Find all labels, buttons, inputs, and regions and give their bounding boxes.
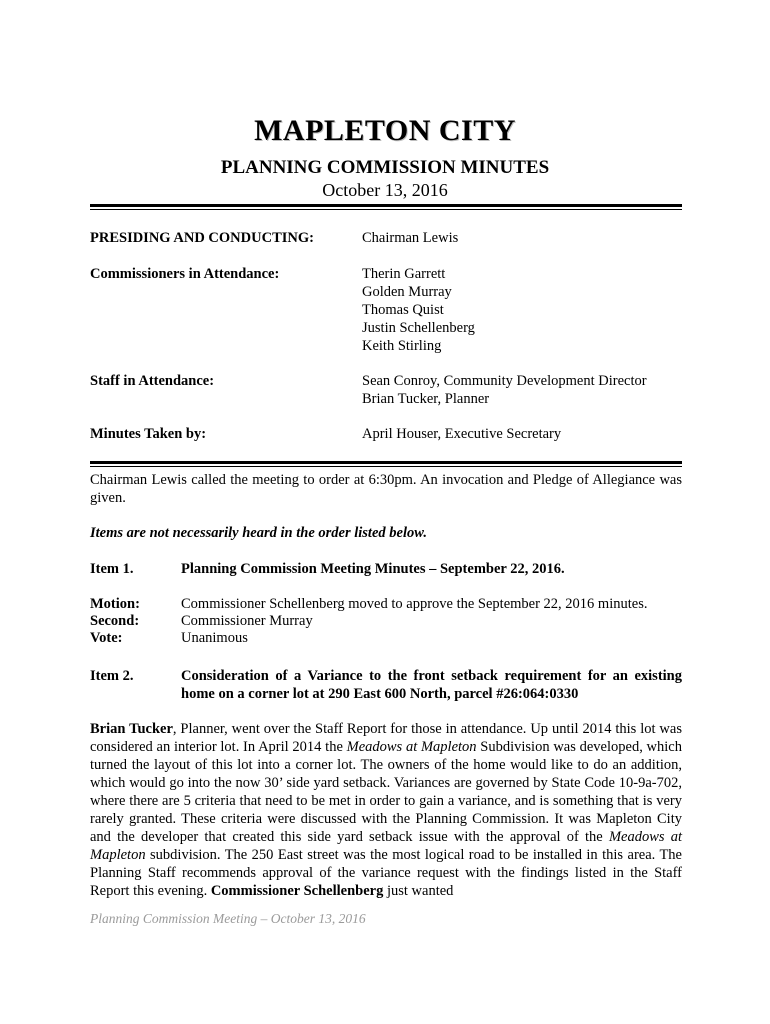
- staff-member: Sean Conroy, Community Development Director: [362, 373, 647, 389]
- motion-value: Commissioner Schellenberg moved to approve the September 22, 2016 minutes.: [181, 596, 648, 612]
- header-divider: [90, 204, 682, 210]
- commissioner-name: Justin Schellenberg: [362, 320, 475, 336]
- item-title: Planning Commission Meeting Minutes – September 22, 2016.: [181, 561, 565, 577]
- city-title: MAPLETON CITY: [254, 114, 516, 147]
- item-number: Item 1.: [90, 561, 134, 577]
- commissioner-name: Keith Stirling: [362, 338, 442, 354]
- presiding-value: Chairman Lewis: [362, 230, 459, 246]
- vote-value: Unanimous: [181, 630, 248, 646]
- staff-report-paragraph: [90, 720, 682, 900]
- commissioner-name: Therin Garrett: [362, 266, 446, 282]
- vote-label: Vote:: [90, 630, 123, 646]
- staff-label: Staff in Attendance:: [90, 373, 215, 389]
- commissioners-list: [362, 265, 475, 355]
- motion-label: Motion:: [90, 596, 140, 612]
- commissioner-name: Thomas Quist: [362, 302, 444, 318]
- paragraph-text: , Planner, went over the Staff Report for those in attendance. Up until 2014 this lot was considered an interior lot. In April 2014 the: [90, 721, 682, 755]
- speaker-name: Brian Tucker: [90, 721, 173, 737]
- item-number: Item 2.: [90, 668, 134, 684]
- order-note: Items are not necessarily heard in the order listed below.: [90, 525, 427, 541]
- item-title: Consideration of a Variance to the front setback requirement for an existing home on a corner lot at 290 East 600 North, parcel #26:064:0330: [181, 668, 682, 702]
- minutes-label: Minutes Taken by:: [90, 426, 207, 442]
- opening-paragraph: Chairman Lewis called the meeting to order at 6:30pm. An invocation and Pledge of Allegiance was given.: [90, 472, 682, 506]
- paragraph-text: Subdivision was developed, which turned the layout of this lot into a corner lot. The owners of the home would like to do an addition, which would go into the now 30’ side yard setback. Variances are governed by State Code 10-9a-702, where there are 5 criteria that need to be met in order to gain a variance, and is something that is very rarely granted. These criteria were discussed with the Planning Commission. It was Mapleton City and the developer that created this side yard setback issue with the approval of the: [90, 739, 682, 845]
- minutes-title: PLANNING COMMISSION MINUTES: [220, 157, 550, 178]
- commissioner-name: Golden Murray: [362, 284, 452, 300]
- subdivision-name: Meadows at Mapleton: [346, 739, 477, 755]
- commissioners-label: Commissioners in Attendance:: [90, 266, 280, 282]
- second-value: Commissioner Murray: [181, 613, 313, 629]
- page-footer: Planning Commission Meeting – October 13, 2016: [90, 911, 366, 926]
- meeting-date: October 13, 2016: [322, 180, 448, 200]
- staff-list: [362, 372, 647, 408]
- paragraph-text: subdivision. The 250 East street was the most logical road to be installed in this area. The Planning Staff recommends approval of the variance request with the findings listed in the Staff Report this evening.: [90, 847, 682, 899]
- paragraph-text: just wanted: [383, 883, 454, 899]
- second-label: Second:: [90, 613, 140, 629]
- attendance-divider: [90, 461, 682, 467]
- presiding-label: PRESIDING AND CONDUCTING:: [90, 230, 314, 246]
- subdivision-name: Meadows at Mapleton: [90, 829, 682, 863]
- commissioner-name: Commissioner Schellenberg: [210, 883, 384, 899]
- minutes-value: April Houser, Executive Secretary: [362, 426, 562, 442]
- staff-member: Brian Tucker, Planner: [362, 391, 490, 407]
